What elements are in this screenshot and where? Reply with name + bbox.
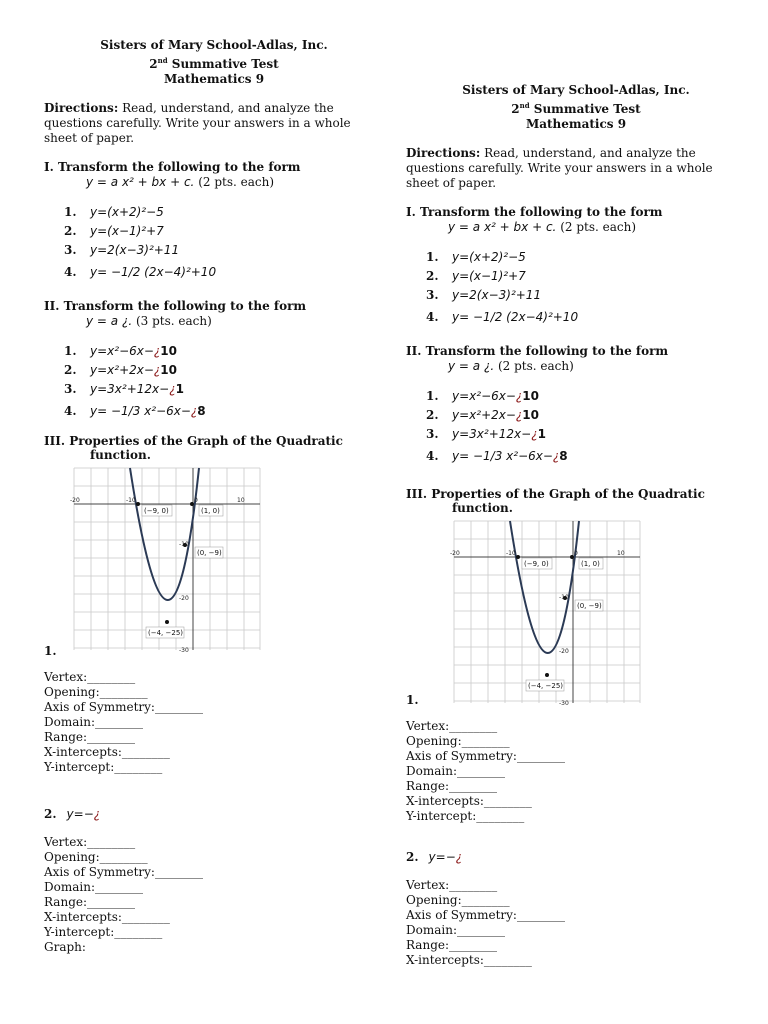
property-line: Axis of Symmetry:________ xyxy=(44,700,203,714)
y-tick: -10 xyxy=(179,541,189,548)
property-line: Axis of Symmetry:________ xyxy=(406,749,565,763)
directions: Directions: Read, understand, and analyze the questions carefully. Write your answers in a whole sheet of paper. xyxy=(406,146,713,190)
section2-title: II. Transform the following to the form xyxy=(44,299,307,313)
property-line: Y-intercept:________ xyxy=(44,925,163,939)
graph-number: 1. xyxy=(406,693,419,707)
section1-title: I. Transform the following to the form xyxy=(44,160,301,174)
school-name: Sisters of Mary School-Adlas, Inc. xyxy=(100,38,328,52)
property-line: Range:________ xyxy=(406,938,498,952)
test-title: 2nd Summative Test xyxy=(511,101,641,116)
list-item: 4. y= −1/2 (2x−4)²+10 xyxy=(426,310,579,324)
parabola-graph xyxy=(70,464,270,654)
left-column xyxy=(44,38,384,955)
graph-number: 1. xyxy=(44,644,57,658)
property-line: Vertex:________ xyxy=(44,835,136,849)
x-tick: -10 xyxy=(506,550,516,557)
subject: Mathematics 9 xyxy=(163,72,265,86)
section2-form: y = a ¿. (3 pts. each) xyxy=(86,314,212,328)
section3-title2: function. xyxy=(90,448,151,462)
list-item: 3. y=2(x−3)²+11 xyxy=(64,242,180,257)
point-label: (1, 0) xyxy=(581,560,600,568)
point-marker xyxy=(516,555,520,559)
section3-title: III. Properties of the Graph of the Quadratic xyxy=(44,434,343,448)
list-item: 2. y=x²+2x−¿10 xyxy=(426,407,539,422)
parabola-graph xyxy=(450,517,650,707)
property-line: Range:________ xyxy=(44,730,136,744)
question2: 2. y=−¿ xyxy=(44,807,101,821)
section2-title: II. Transform the following to the form xyxy=(406,344,669,358)
point-marker xyxy=(165,620,169,624)
point-label: (−4, −25) xyxy=(148,629,184,637)
list-item: 4. y= −1/3 x²−6x−¿8 xyxy=(64,404,206,418)
section1-form: y = a x² + bx + c. (2 pts. each) xyxy=(448,220,636,234)
subject: Mathematics 9 xyxy=(525,117,627,131)
property-line: Vertex:________ xyxy=(44,670,136,684)
x-tick: -20 xyxy=(70,497,80,504)
properties-list xyxy=(406,719,746,824)
property-line: X-intercepts:________ xyxy=(44,910,170,924)
property-line: Vertex:________ xyxy=(406,719,498,733)
list-item: 4. y= −1/2 (2x−4)²+10 xyxy=(64,265,217,279)
parabola-curve xyxy=(510,521,579,653)
property-line: X-intercepts:________ xyxy=(406,794,532,808)
x-tick: 10 xyxy=(237,497,245,504)
property-line: Opening:________ xyxy=(406,893,510,907)
list-item: 1. y=(x+2)²−5 xyxy=(426,249,526,264)
x-tick: -10 xyxy=(126,497,136,504)
right-column xyxy=(406,83,746,968)
list-item: 1. y=x²−6x−¿10 xyxy=(64,343,177,358)
section2-form: y = a ¿. (2 pts. each) xyxy=(448,359,574,373)
point-label: (−4, −25) xyxy=(528,682,564,690)
property-line: Vertex:________ xyxy=(406,878,498,892)
property-line: Y-intercept:________ xyxy=(406,809,525,823)
point-label: (0, −9) xyxy=(197,549,222,557)
section1-title: I. Transform the following to the form xyxy=(406,205,663,219)
y-tick: -30 xyxy=(559,700,569,707)
section2-items xyxy=(406,386,746,469)
list-item: 3. y=2(x−3)²+11 xyxy=(426,287,542,302)
property-line: X-intercepts:________ xyxy=(44,745,170,759)
list-item: 1. y=x²−6x−¿10 xyxy=(426,388,539,403)
property-line: Domain:________ xyxy=(44,715,143,729)
properties-list-2 xyxy=(44,835,384,955)
list-item: 2. y=(x−1)²+7 xyxy=(426,268,526,283)
list-item: 2. y=(x−1)²+7 xyxy=(64,223,164,238)
point-label: (−9, 0) xyxy=(144,507,169,515)
point-label: (0, −9) xyxy=(577,602,602,610)
list-item: 3. y=3x²+12x−¿1 xyxy=(426,426,546,441)
question2: 2. y=−¿ xyxy=(406,850,463,864)
section3-title2: function. xyxy=(452,501,513,515)
y-tick: -30 xyxy=(179,647,189,654)
list-item: 3. y=3x²+12x−¿1 xyxy=(64,381,184,396)
property-line: Y-intercept:________ xyxy=(44,760,163,774)
school-name: Sisters of Mary School-Adlas, Inc. xyxy=(462,83,690,97)
test-title: 2nd Summative Test xyxy=(149,56,279,71)
property-line: X-intercepts:________ xyxy=(406,953,532,967)
section3-title: III. Properties of the Graph of the Quadratic xyxy=(406,487,705,501)
property-line: Opening:________ xyxy=(406,734,510,748)
x-tick: 0 xyxy=(574,550,578,557)
point-marker xyxy=(545,673,549,677)
property-line: Domain:________ xyxy=(406,764,505,778)
section1-items xyxy=(44,202,384,285)
property-line: Axis of Symmetry:________ xyxy=(406,908,565,922)
property-line: Range:________ xyxy=(406,779,498,793)
list-item: 2. y=x²+2x−¿10 xyxy=(64,362,177,377)
y-tick: -20 xyxy=(179,595,189,602)
property-line: Opening:________ xyxy=(44,850,148,864)
property-line: Opening:________ xyxy=(44,685,148,699)
section2-items xyxy=(44,341,384,424)
property-line: Axis of Symmetry:________ xyxy=(44,865,203,879)
x-tick: 10 xyxy=(617,550,625,557)
parabola-curve xyxy=(130,468,199,600)
x-tick: 0 xyxy=(194,497,198,504)
properties-list xyxy=(44,670,384,775)
list-item: 1. y=(x+2)²−5 xyxy=(64,204,164,219)
point-label: (1, 0) xyxy=(201,507,220,515)
property-line: Range:________ xyxy=(44,895,136,909)
property-line: Domain:________ xyxy=(44,880,143,894)
section1-items xyxy=(406,247,746,330)
y-tick: -10 xyxy=(559,594,569,601)
list-item: 4. y= −1/3 x²−6x−¿8 xyxy=(426,449,568,463)
point-marker xyxy=(136,502,140,506)
directions: Directions: Read, understand, and analyze the questions carefully. Write your answers in a whole sheet of paper. xyxy=(44,101,351,145)
x-tick: -20 xyxy=(450,550,460,557)
point-label: (−9, 0) xyxy=(524,560,549,568)
property-line: Graph: xyxy=(44,940,86,954)
y-tick: -20 xyxy=(559,648,569,655)
section1-form: y = a x² + bx + c. (2 pts. each) xyxy=(86,175,274,189)
properties-list-2 xyxy=(406,878,746,968)
property-line: Domain:________ xyxy=(406,923,505,937)
